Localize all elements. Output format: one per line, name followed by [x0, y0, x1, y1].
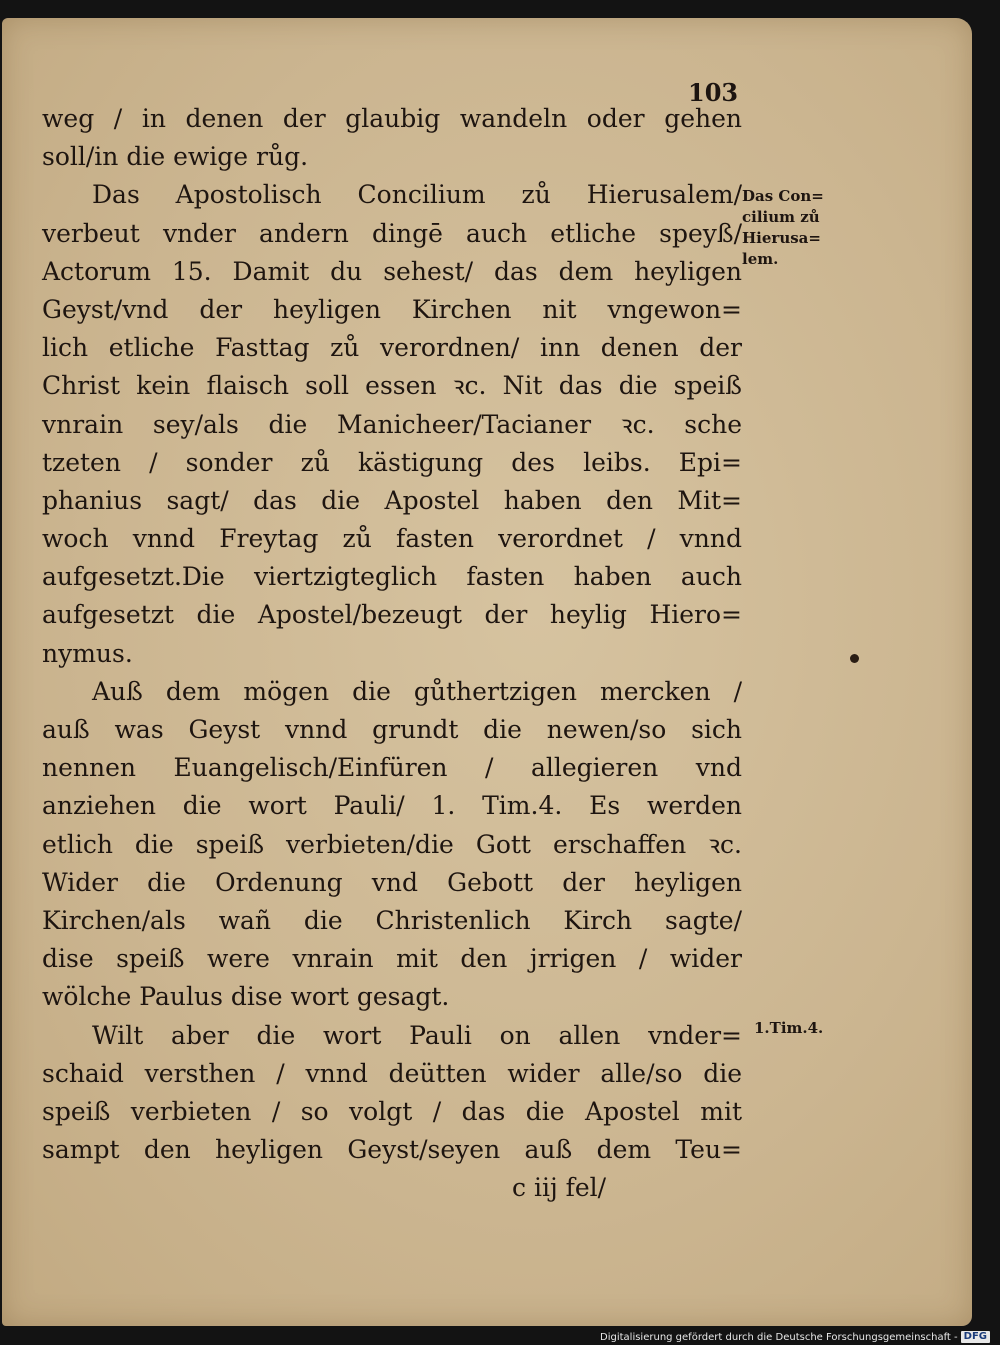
margin-note-concilium: Das Con= cilium zů Hierusa= lem.: [742, 187, 824, 268]
book-page: [2, 18, 972, 1326]
text-line: Kirchen/als wañ die Christenlich Kirch sagte/: [42, 905, 742, 935]
text-line: aufgesetzt.Die viertzigteglich fasten haben auch: [42, 562, 742, 592]
text-line: soll/in die ewige růg.: [42, 142, 309, 172]
text-line: nennen Euangelisch/Einfüren / allegieren vnd: [42, 753, 742, 783]
text-line: dise speiß were vnrain mit den jrrigen / wider: [42, 944, 742, 974]
text-line: woch vnnd Freytag zů fasten verordnet / vnnd: [42, 524, 742, 554]
ornament-dot: [850, 654, 859, 663]
catchword-line: c iij fel/: [512, 1173, 607, 1203]
margin-note-tim: 1.Tim.4.: [754, 1019, 824, 1037]
digitization-credit: [600, 1331, 990, 1343]
text-line: verbeut vnder andern dingē auch etliche speyß/: [42, 218, 742, 248]
text-line: Auß dem mögen die gůthertzigen mercken /: [92, 676, 742, 706]
text-line: anziehen die wort Pauli/ 1. Tim.4. Es werden: [42, 791, 742, 821]
text-line: vnrain sey/als die Manicheer/Tacianer ꝛc. sche: [42, 409, 742, 439]
credit-text: Digitalisierung gefördert durch die Deutsche Forschungsgemeinschaft -: [600, 1331, 958, 1343]
text-line: weg / in denen der glaubig wandeln oder gehen: [42, 104, 742, 133]
text-line: Christ kein flaisch soll essen ꝛc. Nit das die speiß: [42, 371, 742, 401]
text-line: lich etliche Fasttag zů verordnen/ inn denen der: [42, 333, 742, 363]
text-line: wölche Paulus dise wort gesagt.: [42, 982, 450, 1012]
page-number: 103: [688, 78, 739, 107]
text-line: Geyst/vnd der heyligen Kirchen nit vngewon=: [42, 294, 742, 324]
text-line: schaid versthen / vnnd deütten wider alle/so die: [42, 1058, 742, 1088]
text-line: tzeten / sonder zů kästigung des leibs. Epi=: [42, 447, 742, 477]
text-line: Actorum 15. Damit du sehest/ das dem heyligen: [42, 256, 742, 286]
text-line: nymus.: [42, 638, 133, 668]
text-line: speiß verbieten / so volgt / das die Apostel mit: [42, 1096, 742, 1126]
text-line: Wilt aber die wort Pauli on allen vnder=: [92, 1020, 742, 1050]
text-line: phanius sagt/ das die Apostel haben den Mit=: [42, 485, 742, 515]
text-line: etlich die speiß verbieten/die Gott erschaffen ꝛc.: [42, 829, 742, 859]
text-line: aufgesetzt die Apostel/bezeugt der heylig Hiero=: [42, 600, 742, 630]
text-line: Wider die Ordenung vnd Gebott der heyligen: [42, 867, 742, 897]
text-line: sampt den heyligen Geyst/seyen auß dem Teu=: [42, 1135, 742, 1165]
dfg-logo: DFG: [961, 1331, 990, 1343]
text-line: auß was Geyst vnnd grundt die newen/so sich: [42, 715, 742, 744]
text-line: Das Apostolisch Concilium zů Hierusalem/: [92, 180, 742, 210]
body-text: [42, 100, 742, 1207]
